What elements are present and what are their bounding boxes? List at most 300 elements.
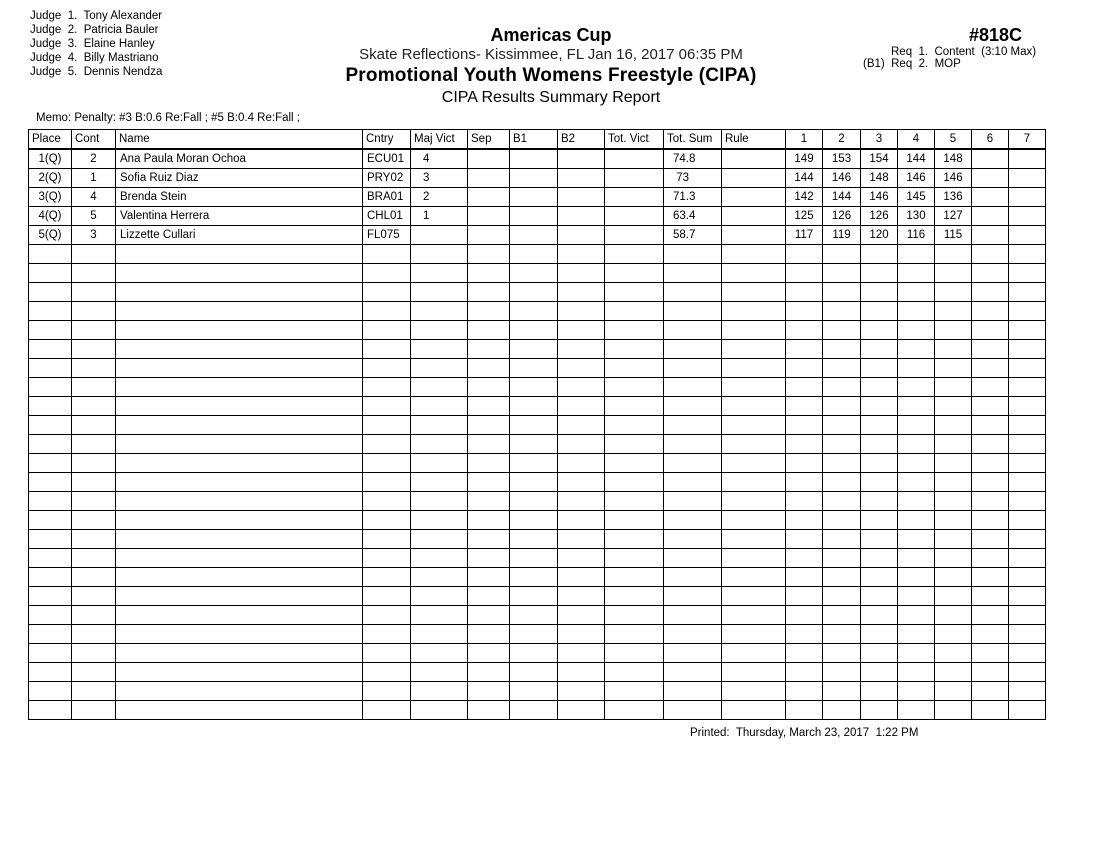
empty-cell bbox=[972, 682, 1009, 701]
empty-cell bbox=[468, 454, 510, 473]
empty-cell bbox=[823, 435, 861, 454]
empty-table-row bbox=[29, 245, 1046, 264]
empty-cell bbox=[605, 492, 664, 511]
cell-tot-sum: 74.8 bbox=[664, 149, 722, 169]
empty-cell bbox=[29, 606, 72, 625]
col-judge-6: 6 bbox=[972, 130, 1009, 150]
empty-cell bbox=[411, 397, 468, 416]
empty-cell bbox=[411, 663, 468, 682]
empty-cell bbox=[558, 454, 605, 473]
empty-cell bbox=[363, 682, 411, 701]
empty-cell bbox=[558, 416, 605, 435]
empty-cell bbox=[558, 644, 605, 663]
empty-cell bbox=[363, 397, 411, 416]
empty-cell bbox=[664, 378, 722, 397]
empty-cell bbox=[823, 397, 861, 416]
empty-cell bbox=[605, 663, 664, 682]
cell-rule bbox=[722, 226, 786, 245]
empty-table-row bbox=[29, 492, 1046, 511]
empty-cell bbox=[823, 511, 861, 530]
cell-place: 5(Q) bbox=[29, 226, 72, 245]
cell-cntry: CHL01 bbox=[363, 207, 411, 226]
empty-cell bbox=[558, 435, 605, 454]
empty-cell bbox=[363, 701, 411, 720]
empty-cell bbox=[558, 321, 605, 340]
empty-cell bbox=[786, 340, 823, 359]
empty-cell bbox=[664, 682, 722, 701]
empty-cell bbox=[468, 492, 510, 511]
empty-cell bbox=[664, 511, 722, 530]
empty-table-row bbox=[29, 530, 1046, 549]
cell-place: 3(Q) bbox=[29, 188, 72, 207]
empty-cell bbox=[363, 568, 411, 587]
empty-cell bbox=[786, 530, 823, 549]
empty-cell bbox=[861, 587, 898, 606]
empty-cell bbox=[363, 321, 411, 340]
table-row bbox=[29, 226, 1046, 245]
empty-cell bbox=[558, 682, 605, 701]
empty-cell bbox=[29, 264, 72, 283]
empty-cell bbox=[972, 492, 1009, 511]
empty-cell bbox=[72, 302, 116, 321]
empty-cell bbox=[72, 264, 116, 283]
empty-cell bbox=[468, 302, 510, 321]
empty-cell bbox=[29, 435, 72, 454]
empty-cell bbox=[1009, 492, 1046, 511]
empty-cell bbox=[468, 397, 510, 416]
empty-cell bbox=[935, 606, 972, 625]
empty-table-row bbox=[29, 283, 1046, 302]
empty-cell bbox=[786, 264, 823, 283]
empty-cell bbox=[468, 264, 510, 283]
empty-cell bbox=[29, 340, 72, 359]
empty-cell bbox=[605, 245, 664, 264]
cell-maj-vict bbox=[411, 226, 468, 245]
empty-cell bbox=[972, 435, 1009, 454]
empty-cell bbox=[664, 454, 722, 473]
col-b2: B2 bbox=[558, 130, 605, 150]
empty-cell bbox=[72, 568, 116, 587]
empty-cell bbox=[823, 587, 861, 606]
empty-cell bbox=[823, 340, 861, 359]
empty-cell bbox=[935, 435, 972, 454]
class-title: Promotional Youth Womens Freestyle (CIPA) bbox=[345, 65, 757, 86]
empty-cell bbox=[823, 378, 861, 397]
cell-j4: 116 bbox=[898, 226, 935, 245]
empty-cell bbox=[510, 378, 558, 397]
cell-maj-vict: 3 bbox=[411, 169, 468, 188]
empty-cell bbox=[363, 245, 411, 264]
empty-cell bbox=[861, 454, 898, 473]
cell-cont: 2 bbox=[72, 149, 116, 169]
empty-cell bbox=[823, 549, 861, 568]
judge-4: Judge 4. Billy Mastriano bbox=[30, 52, 159, 64]
cell-sep bbox=[468, 188, 510, 207]
empty-cell bbox=[29, 454, 72, 473]
empty-cell bbox=[972, 701, 1009, 720]
empty-cell bbox=[411, 682, 468, 701]
empty-cell bbox=[861, 492, 898, 511]
empty-cell bbox=[1009, 321, 1046, 340]
empty-table-row bbox=[29, 264, 1046, 283]
empty-cell bbox=[664, 644, 722, 663]
empty-cell bbox=[972, 245, 1009, 264]
cell-j1: 144 bbox=[786, 169, 823, 188]
col-cntry: Cntry bbox=[363, 130, 411, 150]
empty-cell bbox=[558, 549, 605, 568]
empty-cell bbox=[823, 245, 861, 264]
empty-cell bbox=[722, 302, 786, 321]
empty-cell bbox=[510, 340, 558, 359]
requirement-1: Req 1. Content (3:10 Max) bbox=[891, 46, 1037, 58]
empty-cell bbox=[972, 625, 1009, 644]
empty-cell bbox=[722, 701, 786, 720]
empty-cell bbox=[510, 397, 558, 416]
empty-cell bbox=[363, 378, 411, 397]
cell-cont: 4 bbox=[72, 188, 116, 207]
empty-cell bbox=[898, 682, 935, 701]
empty-cell bbox=[510, 302, 558, 321]
cell-maj-vict: 4 bbox=[411, 149, 468, 169]
empty-cell bbox=[898, 530, 935, 549]
empty-cell bbox=[935, 682, 972, 701]
empty-cell bbox=[605, 454, 664, 473]
cell-cntry: FL075 bbox=[363, 226, 411, 245]
empty-cell bbox=[29, 321, 72, 340]
empty-cell bbox=[898, 473, 935, 492]
empty-cell bbox=[468, 625, 510, 644]
empty-cell bbox=[72, 283, 116, 302]
col-rule: Rule bbox=[722, 130, 786, 150]
col-cont: Cont bbox=[72, 130, 116, 150]
empty-cell bbox=[898, 644, 935, 663]
empty-cell bbox=[786, 644, 823, 663]
cell-j3: 148 bbox=[861, 169, 898, 188]
empty-cell bbox=[935, 378, 972, 397]
memo: Memo: Penalty: #3 B:0.6 Re:Fall ; #5 B:0.4 Re:Fall ; bbox=[36, 112, 300, 124]
empty-cell bbox=[722, 511, 786, 530]
empty-cell bbox=[786, 397, 823, 416]
empty-cell bbox=[861, 397, 898, 416]
empty-cell bbox=[510, 492, 558, 511]
empty-cell bbox=[116, 606, 363, 625]
event-title: Americas Cup bbox=[490, 25, 612, 45]
empty-cell bbox=[411, 625, 468, 644]
empty-cell bbox=[861, 416, 898, 435]
empty-cell bbox=[861, 283, 898, 302]
empty-cell bbox=[116, 682, 363, 701]
empty-cell bbox=[722, 359, 786, 378]
empty-cell bbox=[363, 530, 411, 549]
empty-cell bbox=[972, 340, 1009, 359]
col-judge-1: 1 bbox=[786, 130, 823, 150]
empty-cell bbox=[1009, 682, 1046, 701]
empty-cell bbox=[558, 530, 605, 549]
empty-cell bbox=[972, 378, 1009, 397]
cell-maj-vict: 2 bbox=[411, 188, 468, 207]
cell-maj-vict: 1 bbox=[411, 207, 468, 226]
empty-cell bbox=[363, 587, 411, 606]
col-b1: B1 bbox=[510, 130, 558, 150]
cell-j2: 153 bbox=[823, 149, 861, 169]
empty-cell bbox=[510, 644, 558, 663]
empty-cell bbox=[722, 473, 786, 492]
empty-cell bbox=[605, 359, 664, 378]
empty-cell bbox=[935, 473, 972, 492]
empty-cell bbox=[411, 245, 468, 264]
empty-cell bbox=[935, 530, 972, 549]
empty-cell bbox=[510, 682, 558, 701]
empty-cell bbox=[898, 340, 935, 359]
empty-cell bbox=[972, 416, 1009, 435]
results-table bbox=[28, 129, 1046, 720]
cell-j4: 146 bbox=[898, 169, 935, 188]
empty-cell bbox=[116, 302, 363, 321]
empty-cell bbox=[664, 606, 722, 625]
empty-cell bbox=[116, 568, 363, 587]
empty-table-row bbox=[29, 701, 1046, 720]
empty-cell bbox=[411, 321, 468, 340]
cell-place: 1(Q) bbox=[29, 149, 72, 169]
empty-cell bbox=[823, 644, 861, 663]
empty-cell bbox=[116, 701, 363, 720]
empty-cell bbox=[861, 245, 898, 264]
empty-cell bbox=[861, 340, 898, 359]
cell-tot-vict bbox=[605, 169, 664, 188]
cell-tot-vict bbox=[605, 207, 664, 226]
cell-j1: 149 bbox=[786, 149, 823, 169]
col-judge-5: 5 bbox=[935, 130, 972, 150]
cell-name: Lizzette Cullari bbox=[116, 226, 363, 245]
empty-cell bbox=[72, 530, 116, 549]
empty-cell bbox=[558, 701, 605, 720]
empty-table-row bbox=[29, 625, 1046, 644]
empty-cell bbox=[468, 416, 510, 435]
empty-cell bbox=[935, 302, 972, 321]
empty-cell bbox=[605, 378, 664, 397]
empty-cell bbox=[664, 264, 722, 283]
empty-cell bbox=[411, 454, 468, 473]
cell-j2: 144 bbox=[823, 188, 861, 207]
empty-cell bbox=[29, 625, 72, 644]
empty-cell bbox=[861, 625, 898, 644]
judge-2: Judge 2. Patricia Bauler bbox=[30, 24, 159, 36]
empty-cell bbox=[116, 283, 363, 302]
empty-cell bbox=[72, 454, 116, 473]
empty-cell bbox=[29, 492, 72, 511]
empty-cell bbox=[972, 606, 1009, 625]
empty-cell bbox=[722, 568, 786, 587]
empty-cell bbox=[510, 606, 558, 625]
empty-cell bbox=[1009, 644, 1046, 663]
empty-cell bbox=[664, 359, 722, 378]
cell-j2: 119 bbox=[823, 226, 861, 245]
col-place: Place bbox=[29, 130, 72, 150]
empty-cell bbox=[823, 701, 861, 720]
empty-cell bbox=[72, 587, 116, 606]
empty-cell bbox=[411, 530, 468, 549]
report-header bbox=[300, 24, 802, 108]
cell-j6 bbox=[972, 207, 1009, 226]
col-sep: Sep bbox=[468, 130, 510, 150]
empty-cell bbox=[786, 587, 823, 606]
empty-cell bbox=[823, 473, 861, 492]
empty-cell bbox=[664, 625, 722, 644]
col-judge-2: 2 bbox=[823, 130, 861, 150]
empty-cell bbox=[1009, 701, 1046, 720]
empty-cell bbox=[363, 359, 411, 378]
empty-cell bbox=[972, 587, 1009, 606]
empty-cell bbox=[898, 625, 935, 644]
empty-cell bbox=[1009, 511, 1046, 530]
empty-cell bbox=[722, 682, 786, 701]
empty-cell bbox=[411, 378, 468, 397]
col-judge-3: 3 bbox=[861, 130, 898, 150]
empty-cell bbox=[72, 606, 116, 625]
empty-cell bbox=[411, 473, 468, 492]
empty-cell bbox=[29, 359, 72, 378]
empty-cell bbox=[861, 549, 898, 568]
empty-cell bbox=[116, 378, 363, 397]
report-title: CIPA Results Summary Report bbox=[441, 89, 661, 106]
empty-cell bbox=[861, 302, 898, 321]
printed-timestamp: Printed: Thursday, March 23, 2017 1:22 PM bbox=[690, 727, 919, 739]
empty-cell bbox=[664, 245, 722, 264]
table-header-row bbox=[29, 130, 1046, 150]
table-row bbox=[29, 149, 1046, 169]
empty-cell bbox=[510, 359, 558, 378]
cell-j2: 126 bbox=[823, 207, 861, 226]
empty-cell bbox=[72, 625, 116, 644]
empty-cell bbox=[1009, 454, 1046, 473]
empty-cell bbox=[898, 435, 935, 454]
empty-cell bbox=[29, 530, 72, 549]
cell-tot-sum: 58.7 bbox=[664, 226, 722, 245]
empty-cell bbox=[411, 606, 468, 625]
judges-list bbox=[30, 9, 162, 79]
empty-cell bbox=[935, 644, 972, 663]
judge-5: Judge 5. Dennis Nendza bbox=[30, 66, 163, 78]
empty-cell bbox=[722, 663, 786, 682]
empty-cell bbox=[605, 435, 664, 454]
empty-cell bbox=[1009, 264, 1046, 283]
empty-cell bbox=[861, 682, 898, 701]
cell-j4: 130 bbox=[898, 207, 935, 226]
empty-cell bbox=[722, 245, 786, 264]
empty-cell bbox=[935, 397, 972, 416]
empty-cell bbox=[29, 682, 72, 701]
empty-cell bbox=[605, 321, 664, 340]
empty-cell bbox=[861, 568, 898, 587]
empty-cell bbox=[898, 492, 935, 511]
empty-cell bbox=[1009, 397, 1046, 416]
cell-name: Ana Paula Moran Ochoa bbox=[116, 149, 363, 169]
empty-cell bbox=[116, 473, 363, 492]
cell-j3: 146 bbox=[861, 188, 898, 207]
empty-cell bbox=[363, 511, 411, 530]
empty-cell bbox=[722, 492, 786, 511]
empty-cell bbox=[116, 245, 363, 264]
empty-cell bbox=[786, 682, 823, 701]
empty-cell bbox=[898, 511, 935, 530]
empty-cell bbox=[898, 321, 935, 340]
empty-cell bbox=[935, 283, 972, 302]
empty-cell bbox=[898, 454, 935, 473]
empty-cell bbox=[29, 397, 72, 416]
empty-cell bbox=[29, 378, 72, 397]
cell-b1 bbox=[510, 169, 558, 188]
empty-cell bbox=[786, 568, 823, 587]
empty-cell bbox=[664, 283, 722, 302]
empty-cell bbox=[468, 606, 510, 625]
empty-cell bbox=[664, 568, 722, 587]
empty-cell bbox=[972, 283, 1009, 302]
empty-cell bbox=[605, 701, 664, 720]
empty-cell bbox=[664, 397, 722, 416]
empty-cell bbox=[29, 644, 72, 663]
empty-cell bbox=[664, 492, 722, 511]
cell-cntry: PRY02 bbox=[363, 169, 411, 188]
empty-cell bbox=[722, 321, 786, 340]
empty-cell bbox=[510, 587, 558, 606]
empty-cell bbox=[1009, 245, 1046, 264]
cell-j3: 154 bbox=[861, 149, 898, 169]
empty-cell bbox=[363, 625, 411, 644]
cell-name: Brenda Stein bbox=[116, 188, 363, 207]
empty-cell bbox=[1009, 340, 1046, 359]
empty-cell bbox=[861, 435, 898, 454]
empty-cell bbox=[1009, 587, 1046, 606]
empty-cell bbox=[972, 397, 1009, 416]
empty-cell bbox=[468, 378, 510, 397]
cell-name: Sofia Ruiz Diaz bbox=[116, 169, 363, 188]
empty-cell bbox=[510, 245, 558, 264]
empty-cell bbox=[29, 245, 72, 264]
cell-j5: 146 bbox=[935, 169, 972, 188]
empty-cell bbox=[363, 644, 411, 663]
empty-cell bbox=[411, 264, 468, 283]
empty-cell bbox=[605, 644, 664, 663]
empty-cell bbox=[363, 473, 411, 492]
empty-cell bbox=[722, 625, 786, 644]
empty-cell bbox=[363, 435, 411, 454]
empty-cell bbox=[861, 321, 898, 340]
empty-cell bbox=[29, 568, 72, 587]
empty-cell bbox=[116, 663, 363, 682]
empty-cell bbox=[510, 663, 558, 682]
cell-tot-sum: 73 bbox=[664, 169, 722, 188]
empty-cell bbox=[510, 568, 558, 587]
empty-cell bbox=[411, 302, 468, 321]
empty-cell bbox=[1009, 549, 1046, 568]
empty-cell bbox=[935, 549, 972, 568]
col-name: Name bbox=[116, 130, 363, 150]
empty-table-row bbox=[29, 663, 1046, 682]
empty-cell bbox=[558, 625, 605, 644]
empty-cell bbox=[411, 340, 468, 359]
empty-cell bbox=[935, 625, 972, 644]
empty-cell bbox=[898, 701, 935, 720]
empty-cell bbox=[116, 644, 363, 663]
empty-table-row bbox=[29, 549, 1046, 568]
empty-cell bbox=[605, 340, 664, 359]
cell-tot-sum: 63.4 bbox=[664, 207, 722, 226]
empty-cell bbox=[605, 511, 664, 530]
empty-cell bbox=[558, 397, 605, 416]
empty-cell bbox=[72, 245, 116, 264]
empty-cell bbox=[411, 701, 468, 720]
cell-j4: 145 bbox=[898, 188, 935, 207]
